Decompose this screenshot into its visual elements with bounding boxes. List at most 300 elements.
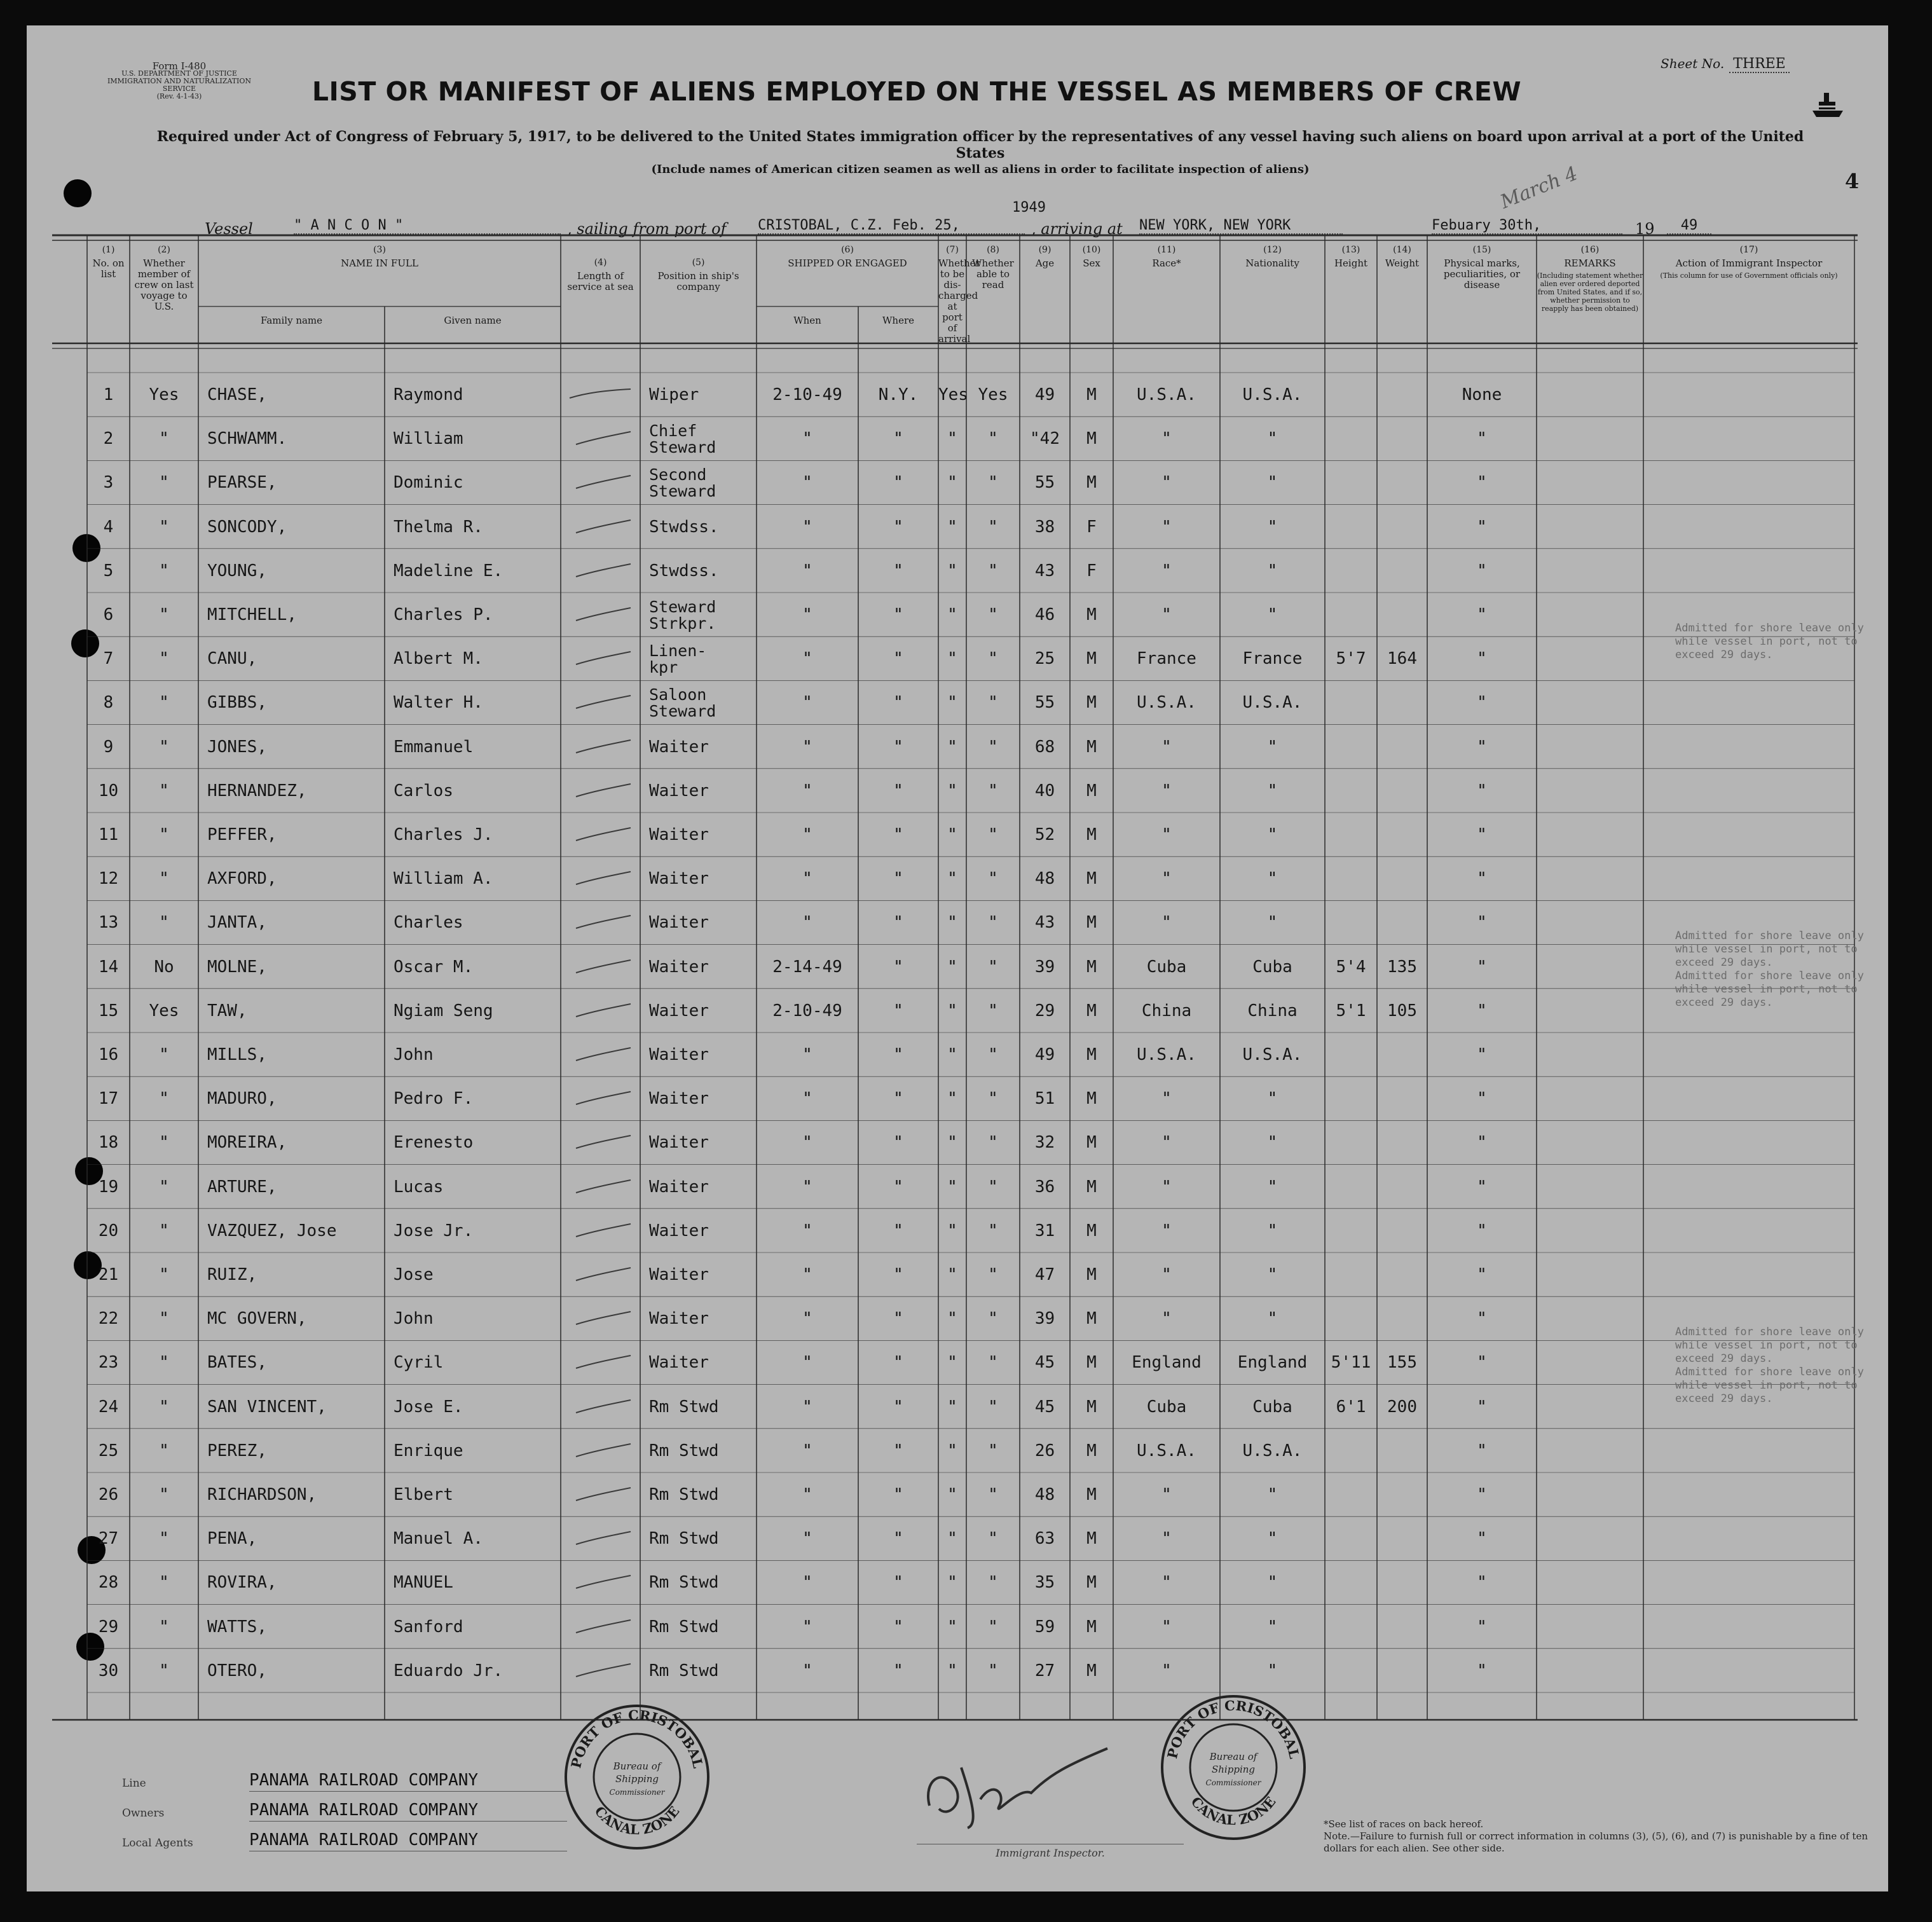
year-prefix: 19 <box>1635 220 1655 238</box>
cell-marks: " <box>1477 1177 1487 1197</box>
cell-race: " <box>1161 1485 1172 1504</box>
cell-marks: " <box>1477 1133 1487 1153</box>
cell-age: 52 <box>1034 825 1055 844</box>
svg-text:Shipping: Shipping <box>1212 1764 1255 1775</box>
cell-family-name: PEREZ, <box>207 1441 267 1460</box>
cell-marks: " <box>1477 1441 1487 1460</box>
cell-age: 31 <box>1034 1221 1055 1240</box>
cell-position: Waiter <box>649 1133 709 1153</box>
cell-sex: M <box>1086 693 1097 713</box>
cell-marks: " <box>1477 1089 1487 1109</box>
cell-when: " <box>802 1045 812 1064</box>
cell-age: 43 <box>1034 561 1055 580</box>
cell-discharged: " <box>947 1133 957 1153</box>
year-suffix: 49 <box>1667 217 1711 235</box>
cell-prev-voyage: " <box>159 1045 169 1064</box>
cell-discharged: " <box>947 605 957 624</box>
cell-prev-voyage: " <box>159 1441 169 1460</box>
cell-when: " <box>802 825 812 844</box>
column-number: (11) <box>1157 245 1176 255</box>
cell-given-name: Jose E. <box>394 1397 463 1417</box>
cell-given-name: Lucas <box>394 1177 444 1197</box>
header-length <box>561 257 640 292</box>
cell-discharged: " <box>947 561 957 580</box>
cell-family-name: MITCHELL, <box>207 605 297 624</box>
cell-when: " <box>802 1485 812 1504</box>
form-department: U.S. DEPARTMENT OF JUSTICE <box>121 69 237 78</box>
cell-age: 48 <box>1034 1485 1055 1504</box>
cell-where: " <box>893 1397 903 1417</box>
cell-marks: " <box>1477 825 1487 844</box>
cell-nationality: " <box>1267 561 1278 580</box>
cell-discharged: " <box>947 1353 957 1373</box>
cell-family-name: CANU, <box>207 649 257 669</box>
page-number: 4 <box>1845 169 1860 193</box>
cell-when: " <box>802 913 812 933</box>
cell-no: 18 <box>98 1133 119 1153</box>
cell-position: Waiter <box>649 737 709 757</box>
include-note: (Include names of American citizen seamen as well as aliens in order to facilitate inspection of aliens) <box>651 163 1310 176</box>
cell-discharged: " <box>947 649 957 669</box>
cell-given-name: William A. <box>394 869 493 889</box>
cell-race: U.S.A. <box>1137 1441 1196 1460</box>
cell-discharged: " <box>947 1441 957 1460</box>
cell-sex: M <box>1086 1617 1097 1637</box>
cell-position: Waiter <box>649 1221 709 1240</box>
cell-nationality: " <box>1267 1177 1278 1197</box>
check-mark <box>567 1399 637 1415</box>
svg-text:CANAL ZONE: CANAL ZONE <box>591 1803 683 1838</box>
cell-no: 12 <box>98 869 119 889</box>
cell-discharged: " <box>947 1397 957 1417</box>
shore-leave-remark: Admitted for shore leave only while vessel in port, not to exceed 29 days. Admitted for shore leave only while vessel in port, not to exceed 29 days. <box>1675 1326 1864 1406</box>
cell-sex: M <box>1086 1573 1097 1593</box>
column-number: (4) <box>594 257 607 268</box>
cell-where: " <box>893 913 903 933</box>
sheet-number <box>1661 56 1790 72</box>
cell-family-name: WATTS, <box>207 1617 267 1637</box>
cell-marks: " <box>1477 561 1487 580</box>
cell-prev-voyage: " <box>159 561 169 580</box>
cell-when: 2-14-49 <box>772 957 842 977</box>
cell-where: " <box>893 561 903 580</box>
cell-read: " <box>988 1573 998 1593</box>
cell-marks: " <box>1477 1309 1487 1329</box>
cell-marks: " <box>1477 605 1487 624</box>
port-seal-right <box>1157 1691 1310 1844</box>
cell-read: " <box>988 1397 998 1417</box>
cell-race: " <box>1161 1089 1172 1109</box>
cell-no: 16 <box>98 1045 119 1064</box>
cell-when: " <box>802 561 812 580</box>
column-number: (1) <box>102 245 115 255</box>
cell-where: " <box>893 693 903 713</box>
cell-given-name: Dominic <box>394 473 463 493</box>
column-label: Race* <box>1152 257 1181 269</box>
cell-given-name: Enrique <box>394 1441 463 1460</box>
cell-no: 21 <box>98 1265 119 1284</box>
check-mark <box>567 959 637 975</box>
cell-when: " <box>802 1221 812 1240</box>
check-mark <box>567 1223 637 1239</box>
cell-nationality: " <box>1267 1529 1278 1549</box>
cell-race: France <box>1137 649 1196 669</box>
form-revision: (Rev. 4-1-43) <box>156 92 202 100</box>
cell-sex: M <box>1086 429 1097 449</box>
cell-age: 55 <box>1034 693 1055 713</box>
cell-when: " <box>802 693 812 713</box>
cell-race: " <box>1161 1529 1172 1549</box>
cell-sex: M <box>1086 1309 1097 1329</box>
cell-sex: M <box>1086 1353 1097 1373</box>
cell-where: " <box>893 1089 903 1109</box>
column-number: (14) <box>1393 245 1411 255</box>
cell-read: " <box>988 1221 998 1240</box>
shore-leave-remark: Admitted for shore leave only while vessel in port, not to exceed 29 days. <box>1675 622 1864 661</box>
cell-family-name: PENA, <box>207 1529 257 1549</box>
check-mark <box>567 1663 637 1679</box>
cell-age: 46 <box>1034 605 1055 624</box>
column-label: No. on list <box>92 257 125 280</box>
check-mark <box>567 1134 637 1151</box>
cell-where: " <box>893 605 903 624</box>
cell-when: 2-10-49 <box>772 1001 842 1020</box>
check-mark <box>567 827 637 843</box>
cell-prev-voyage: " <box>159 473 169 493</box>
cell-prev-voyage: " <box>159 1573 169 1593</box>
cell-position: Waiter <box>649 1177 709 1197</box>
cell-nationality: " <box>1267 1485 1278 1504</box>
cell-family-name: MC GOVERN, <box>207 1309 307 1329</box>
cell-read: " <box>988 1177 998 1197</box>
cell-race: " <box>1161 561 1172 580</box>
cell-where: " <box>893 473 903 493</box>
cell-prev-voyage: " <box>159 1221 169 1240</box>
cell-position: Waiter <box>649 781 709 800</box>
cell-discharged: " <box>947 473 957 493</box>
svg-text:Commissioner: Commissioner <box>609 1788 665 1797</box>
cell-given-name: Sanford <box>394 1617 463 1637</box>
cell-when: " <box>802 1133 812 1153</box>
cell-prev-voyage: No <box>154 957 174 977</box>
cell-family-name: JONES, <box>207 737 267 757</box>
cell-given-name: Ngiam Seng <box>394 1001 493 1020</box>
cell-given-name: Walter H. <box>394 693 483 713</box>
cell-family-name: MOLNE, <box>207 957 267 977</box>
cell-nationality: Cuba <box>1252 1397 1292 1417</box>
cell-age: 35 <box>1034 1573 1055 1593</box>
cell-when: " <box>802 473 812 493</box>
cell-age: 59 <box>1034 1617 1055 1637</box>
cell-nationality: " <box>1267 473 1278 493</box>
cell-sex: M <box>1086 1133 1097 1153</box>
cell-sex: M <box>1086 1485 1097 1504</box>
column-number: (10) <box>1082 245 1101 255</box>
sailing-port: CRISTOBAL, C.Z. Feb. 25, <box>758 217 1025 235</box>
cell-age: 55 <box>1034 473 1055 493</box>
cell-where: " <box>893 1221 903 1240</box>
cell-where: " <box>893 1529 903 1549</box>
column-label: SHIPPED OR ENGAGED <box>788 257 907 269</box>
cell-marks: None <box>1462 385 1502 404</box>
cell-race: " <box>1161 913 1172 933</box>
cell-read: " <box>988 1485 998 1504</box>
cell-position: Saloon Steward <box>649 685 716 721</box>
cell-read: " <box>988 649 998 669</box>
column-sublabel: (This column for use of Government officials only) <box>1660 271 1838 280</box>
cell-prev-voyage: " <box>159 1529 169 1549</box>
cell-height: 5'7 <box>1336 649 1366 669</box>
cell-age: 48 <box>1034 869 1055 889</box>
cell-where: " <box>893 1265 903 1284</box>
cell-when: " <box>802 1265 812 1284</box>
cell-no: 8 <box>103 693 114 713</box>
cell-age: "42 <box>1030 429 1060 449</box>
inspector-signature <box>904 1729 1133 1837</box>
handwritten-date: March 4 <box>1497 162 1581 214</box>
cell-race: Cuba <box>1146 957 1187 977</box>
cell-nationality: " <box>1267 1661 1278 1680</box>
cell-family-name: PEFFER, <box>207 825 277 844</box>
subheader-given: Given name <box>444 315 502 326</box>
header-discharged <box>938 245 980 345</box>
sheet-label: Sheet No. <box>1661 56 1725 71</box>
column-sublabel: (Including statement whether alien ever ordered deported from United States, and if so, whether permission to reapply has been obtained) <box>1537 271 1643 313</box>
cell-given-name: Erenesto <box>394 1133 474 1153</box>
cell-no: 22 <box>98 1309 119 1329</box>
cell-where: " <box>893 1045 903 1064</box>
cell-sex: M <box>1086 1001 1097 1020</box>
sheet-value: THREE <box>1729 56 1790 73</box>
cell-marks: " <box>1477 781 1487 800</box>
cell-race: " <box>1161 473 1172 493</box>
cell-sex: M <box>1086 913 1097 933</box>
column-number: (5) <box>692 257 705 268</box>
port-seal-left <box>561 1701 713 1853</box>
cell-family-name: ARTURE, <box>207 1177 277 1197</box>
cell-race: " <box>1161 1617 1172 1637</box>
cell-read: " <box>988 1529 998 1549</box>
cell-family-name: MADURO, <box>207 1089 277 1109</box>
cell-family-name: CHASE, <box>207 385 267 404</box>
cell-discharged: " <box>947 517 957 537</box>
column-number: (7) <box>946 245 959 255</box>
cell-weight: 155 <box>1387 1353 1417 1373</box>
cell-given-name: Cyril <box>394 1353 444 1373</box>
cell-sex: M <box>1086 1441 1097 1460</box>
cell-when: " <box>802 1661 812 1680</box>
header-marks <box>1427 245 1537 291</box>
owners-field <box>122 1801 479 1820</box>
cell-given-name: Jose <box>394 1265 434 1284</box>
cell-when: 2-10-49 <box>772 385 842 404</box>
check-mark <box>567 607 637 623</box>
cell-prev-voyage: " <box>159 1309 169 1329</box>
cell-when: " <box>802 1529 812 1549</box>
cell-sex: M <box>1086 605 1097 624</box>
column-number: (3) <box>373 245 386 255</box>
cell-read: " <box>988 1089 998 1109</box>
header-race <box>1113 245 1220 269</box>
races-note: *See list of races on back hereof. <box>1324 1818 1484 1830</box>
cell-prev-voyage: " <box>159 737 169 757</box>
cell-family-name: JANTA, <box>207 913 267 933</box>
cell-family-name: HERNANDEZ, <box>207 781 307 800</box>
cell-family-name: OTERO, <box>207 1661 267 1680</box>
cell-marks: " <box>1477 429 1487 449</box>
cell-position: Rm Stwd <box>649 1617 719 1637</box>
cell-given-name: Eduardo Jr. <box>394 1661 504 1680</box>
cell-where: " <box>893 1573 903 1593</box>
cell-age: 36 <box>1034 1177 1055 1197</box>
cell-where: " <box>893 825 903 844</box>
cell-where: " <box>893 1001 903 1020</box>
ship-stamp-icon <box>1810 89 1846 121</box>
cell-no: 19 <box>98 1177 119 1197</box>
cell-position: Stwdss. <box>649 517 719 537</box>
cell-age: 49 <box>1034 385 1055 404</box>
cell-where: " <box>893 869 903 889</box>
cell-marks: " <box>1477 957 1487 977</box>
check-mark <box>567 519 637 535</box>
cell-sex: M <box>1086 737 1097 757</box>
cell-when: " <box>802 1573 812 1593</box>
cell-nationality: England <box>1237 1353 1308 1373</box>
cell-age: 68 <box>1034 737 1055 757</box>
cell-position: Wiper <box>649 385 699 404</box>
cell-discharged: " <box>947 869 957 889</box>
check-mark <box>567 1530 637 1547</box>
cell-nationality: " <box>1267 737 1278 757</box>
cell-position: Second Steward <box>649 465 716 501</box>
cell-race: " <box>1161 1177 1172 1197</box>
form-service: IMMIGRATION AND NATURALIZATION SERVICE <box>107 77 252 93</box>
cell-position: Waiter <box>649 1309 709 1329</box>
penalty-note: Note.—Failure to furnish full or correct information in columns (3), (5), (6), and (7) is punishable by a fine of ten dollars for each alien. See other side. <box>1324 1830 1868 1854</box>
cell-race: Cuba <box>1146 1397 1187 1417</box>
check-mark <box>567 650 637 667</box>
svg-text:PORT OF CRISTOBAL: PORT OF CRISTOBAL <box>1164 1697 1303 1761</box>
column-label: Physical marks, peculiarities, or disease <box>1443 257 1521 291</box>
cell-position: Rm Stwd <box>649 1485 719 1504</box>
cell-age: 25 <box>1034 649 1055 669</box>
cell-age: 51 <box>1034 1089 1055 1109</box>
cell-nationality: " <box>1267 605 1278 624</box>
cell-when: " <box>802 1441 812 1460</box>
cell-when: " <box>802 869 812 889</box>
cell-family-name: SCHWAMM. <box>207 429 287 449</box>
cell-race: U.S.A. <box>1137 693 1196 713</box>
cell-prev-voyage: " <box>159 1485 169 1504</box>
column-label: Weight <box>1385 257 1420 269</box>
cell-nationality: " <box>1267 1089 1278 1109</box>
cell-race: England <box>1132 1353 1202 1373</box>
cell-marks: " <box>1477 869 1487 889</box>
cell-discharged: " <box>947 1573 957 1593</box>
cell-no: 15 <box>98 1001 119 1020</box>
cell-prev-voyage: " <box>159 693 169 713</box>
cell-no: 2 <box>103 429 114 449</box>
cell-height: 5'11 <box>1331 1353 1371 1373</box>
owners-label: Owners <box>122 1807 165 1820</box>
cell-read: " <box>988 957 998 977</box>
cell-position: Stwdss. <box>649 561 719 580</box>
cell-age: 40 <box>1034 781 1055 800</box>
cell-read: " <box>988 869 998 889</box>
cell-prev-voyage: " <box>159 1265 169 1284</box>
cell-sex: M <box>1086 781 1097 800</box>
cell-where: " <box>893 957 903 977</box>
cell-position: Linen- kpr <box>649 642 707 677</box>
agents-value: PANAMA RAILROAD COMPANY <box>249 1830 567 1851</box>
cell-when: " <box>802 429 812 449</box>
cell-discharged: " <box>947 1177 957 1197</box>
column-label: Action of Immigrant Inspector <box>1675 257 1823 269</box>
cell-where: " <box>893 1353 903 1373</box>
cell-sex: F <box>1086 561 1097 580</box>
cell-age: 39 <box>1034 957 1055 977</box>
cell-sex: M <box>1086 1177 1097 1197</box>
cell-given-name: Thelma R. <box>394 517 483 537</box>
cell-read: " <box>988 517 998 537</box>
cell-given-name: John <box>394 1045 434 1064</box>
svg-text:Commissioner: Commissioner <box>1205 1778 1261 1787</box>
sailing-year: 1949 <box>1012 200 1046 216</box>
column-number: (16) <box>1580 245 1600 255</box>
cell-sex: M <box>1086 869 1097 889</box>
cell-no: 14 <box>98 957 119 977</box>
cell-prev-voyage: " <box>159 649 169 669</box>
cell-when: " <box>802 781 812 800</box>
cell-read: " <box>988 561 998 580</box>
cell-position: Rm Stwd <box>649 1441 719 1460</box>
cell-read: " <box>988 1617 998 1637</box>
cell-prev-voyage: " <box>159 825 169 844</box>
cell-given-name: Elbert <box>394 1485 453 1504</box>
header-name <box>198 245 561 269</box>
cell-given-name: Raymond <box>394 385 463 404</box>
cell-read: " <box>988 429 998 449</box>
cell-read: " <box>988 1309 998 1329</box>
column-number: (17) <box>1739 245 1758 255</box>
sailing-label: , sailing from port of <box>567 220 727 238</box>
cell-discharged: " <box>947 781 957 800</box>
svg-text:CANAL ZONE: CANAL ZONE <box>1188 1794 1279 1829</box>
cell-position: Chief Steward <box>649 422 716 457</box>
cell-race: " <box>1161 1265 1172 1284</box>
arriving-label: , arriving at <box>1031 220 1123 238</box>
cell-where: " <box>893 737 903 757</box>
cell-read: " <box>988 473 998 493</box>
cell-nationality: " <box>1267 1265 1278 1284</box>
cell-no: 1 <box>103 385 114 404</box>
cell-no: 25 <box>98 1441 119 1460</box>
column-number: (9) <box>1038 245 1052 255</box>
cell-no: 29 <box>98 1617 119 1637</box>
cell-age: 32 <box>1034 1133 1055 1153</box>
cell-age: 45 <box>1034 1353 1055 1373</box>
column-number: (13) <box>1341 245 1360 255</box>
check-mark <box>567 739 637 755</box>
cell-sex: M <box>1086 957 1097 977</box>
cell-height: 5'4 <box>1336 957 1366 977</box>
arriving-port: NEW YORK, NEW YORK <box>1139 217 1343 235</box>
cell-race: " <box>1161 869 1172 889</box>
cell-position: Waiter <box>649 1353 709 1373</box>
cell-when: " <box>802 605 812 624</box>
check-mark <box>567 870 637 887</box>
cell-given-name: Madeline E. <box>394 561 504 580</box>
